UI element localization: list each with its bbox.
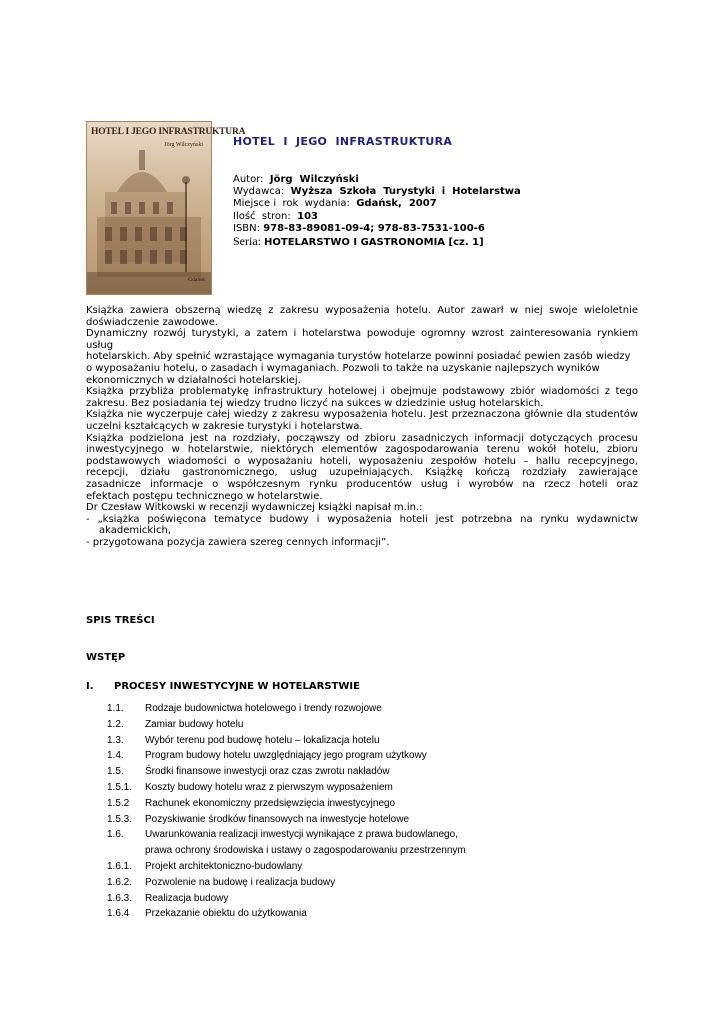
toc-item-text: Pozwolenie na budowę i realizacja budowy <box>145 876 336 888</box>
toc-item-text: Wybór terenu pod budowę hotelu – lokalizacja hotelu <box>145 734 380 746</box>
toc-item-number: 1.6.1. <box>107 860 133 872</box>
publisher-line <box>233 186 521 198</box>
toc-item-text: Realizacja budowy <box>145 892 229 904</box>
toc-item-text: Uwarunkowania realizacji inwestycji wynikające z prawa budowlanego, <box>145 829 458 841</box>
place-value: Gdańsk, 2007 <box>356 198 437 210</box>
cover-publisher: Gdańsk <box>188 277 205 283</box>
toc-item-number: 1.5.1. <box>107 781 133 793</box>
place-label: Miejsce i rok wydania: <box>233 198 357 210</box>
toc-item-number: 1.5. <box>107 766 124 778</box>
toc-item-text: Środki finansowe inwestycji oraz czas zwrotu nakładów <box>145 766 390 778</box>
desc-line: Książka przybliża problematykę infrastruktury hotelowej i obejmuje podstawowy zbiór wiadomości z tego <box>86 386 638 398</box>
desc-line: podstawowych wiadomości o wyposażaniu hoteli, wyposażeniu zespołów hotelu – hallu recepcyjnego, <box>86 455 638 467</box>
quote-line: - przygotowana pozycja zawiera szereg cennych informacji”. <box>86 536 390 548</box>
toc-item-text: Przekazanie obiektu do użytkowania <box>145 908 307 920</box>
publisher-value: Wyższa Szkoła Turystyki i Hotelarstwa <box>290 186 521 198</box>
cover-author: Jörg Wilczyński <box>164 142 203 148</box>
desc-line: zakresu. Bez posiadania tej wiedzy trudno liczyć na sukces w dziedzinie usług hotelarskich. <box>86 397 544 409</box>
quote-line: - „książka poświęcona tematyce budowy i wyposażenia hoteli jest potrzebna na rynku wydawnictw <box>86 513 638 525</box>
desc-line: Książka zawiera obszerną wiedzę z zakresu wyposażenia hotelu. Autor zawarł w niej swoje wieloletnie <box>86 305 638 316</box>
quote-line: akademickich, <box>99 525 171 537</box>
toc-item-text: Koszty budowy hotelu wraz z pierwszym wyposażeniem <box>145 781 393 793</box>
toc-item-number: 1.6.4 <box>107 908 130 920</box>
desc-line: doświadczenie zawodowe. <box>86 316 219 328</box>
author-line <box>233 174 521 186</box>
toc-item-number: 1.6.2. <box>107 876 133 888</box>
book-metadata <box>233 174 521 249</box>
chapter-number: I. <box>86 681 94 692</box>
isbn-line <box>233 223 521 235</box>
toc-item-number: 1.4. <box>107 750 124 762</box>
author-value: Jörg Wilczyński <box>269 174 359 185</box>
book-title: HOTEL I JEGO INFRASTRUKTURA <box>233 135 453 148</box>
desc-line: o wyposażaniu hotelu, o zasadach i wymaganiach. Pozwoli to także na uzyskanie najlepszych wyników <box>86 362 600 374</box>
toc-item-number: 1.5.2 <box>107 797 130 809</box>
isbn-label: ISBN: <box>233 222 264 234</box>
toc-item-number: 1.6. <box>107 829 124 841</box>
pages-value: 103 <box>297 210 318 222</box>
series-label: Seria: <box>233 234 264 249</box>
desc-line: Dr Czesław Witkowski w recenzji wydawniczej książki napisał m.in.: <box>86 502 423 514</box>
book-description <box>86 305 638 548</box>
toc-item-text: Rachunek ekonomiczny przedsięwzięcia inwestycyjnego <box>145 797 396 809</box>
author-label: Autor: <box>233 174 270 185</box>
toc-heading: SPIS TREŚCI <box>86 615 155 626</box>
toc-item-number: 1.5.3. <box>107 813 133 825</box>
toc-item-text: Projekt architektoniczno-budowlany <box>145 860 303 872</box>
toc-item-text: Zamiar budowy hotelu <box>145 718 244 730</box>
series-value: HOTELARSTWO I GASTRONOMIA [cz. 1] <box>264 237 484 249</box>
toc-item-text: Pozyskiwanie środków finansowych na inwestycje hotelowe <box>145 813 410 825</box>
pages-label: Ilość stron: <box>233 210 298 222</box>
cover-title: HOTEL I JEGO INFRASTRUKTURA <box>91 127 246 137</box>
pages-line <box>233 211 521 223</box>
desc-line: Dynamiczny rozwój turystyki, a zatem i hotelarstwa powoduje ogromny wzrost zainteresowania rynkiem usług <box>86 328 638 351</box>
desc-line: inwestycyjnego w hotelarstwie, niektórych elementów zagospodarowania terenu wokół hotelu, zbioru <box>86 444 638 456</box>
desc-line: Książka nie wyczerpuje całej wiedzy z zakresu wyposażenia hotelu. Jest przeznaczona głównie dla studentów <box>86 409 638 421</box>
desc-line: Książka podzielona jest na rozdziały, począwszy od zbioru zasadniczych informacji dotyczących procesu <box>86 432 638 444</box>
toc-item-number: 1.3. <box>107 734 124 746</box>
desc-line: recepcji, działu gastronomicznego, usług uzupełniających. Książkę kończą rozdziały zawierające <box>86 467 638 479</box>
isbn-value: 978-83-89081-09-4; 978-83-7531-100-6 <box>263 222 485 234</box>
desc-line: zasadnicze informacje o współczesnym rynku producentów usług i wyrobów na rzecz hoteli oraz <box>86 478 638 490</box>
place-line <box>233 198 521 210</box>
desc-line: ekonomicznych w działalności hotelarskiej. <box>86 374 301 386</box>
series-line <box>233 235 521 249</box>
desc-line: uczelni kształcących w zakresie turystyki i hotelarstwa. <box>86 420 363 432</box>
toc-item-text: prawa ochrony środowiska i ustawy o zagospodarowaniu przestrzennym <box>145 845 466 857</box>
toc-item-number: 1.6.3. <box>107 892 133 904</box>
toc-intro: WSTĘP <box>86 652 126 663</box>
toc-item-text: Rodzaje budownictwa hotelowego i trendy rozwojowe <box>145 703 382 714</box>
book-cover-image <box>86 121 246 295</box>
toc-item-text: Program budowy hotelu uwzględniający jego program użytkowy <box>145 750 427 762</box>
chapter-title: PROCESY INWESTYCYJNE W HOTELARSTWIE <box>114 681 360 692</box>
desc-line: efektach postępu technicznego w hotelarstwie. <box>86 490 323 502</box>
desc-line: hotelarskich. Aby spełnić wzrastające wymagania turystów hotelarze powinni posiadać pewien zasób wiedzy <box>86 351 631 363</box>
toc-item-number: 1.2. <box>107 718 124 730</box>
publisher-label: Wydawca: <box>233 186 291 198</box>
toc-item-number: 1.1. <box>107 703 124 714</box>
